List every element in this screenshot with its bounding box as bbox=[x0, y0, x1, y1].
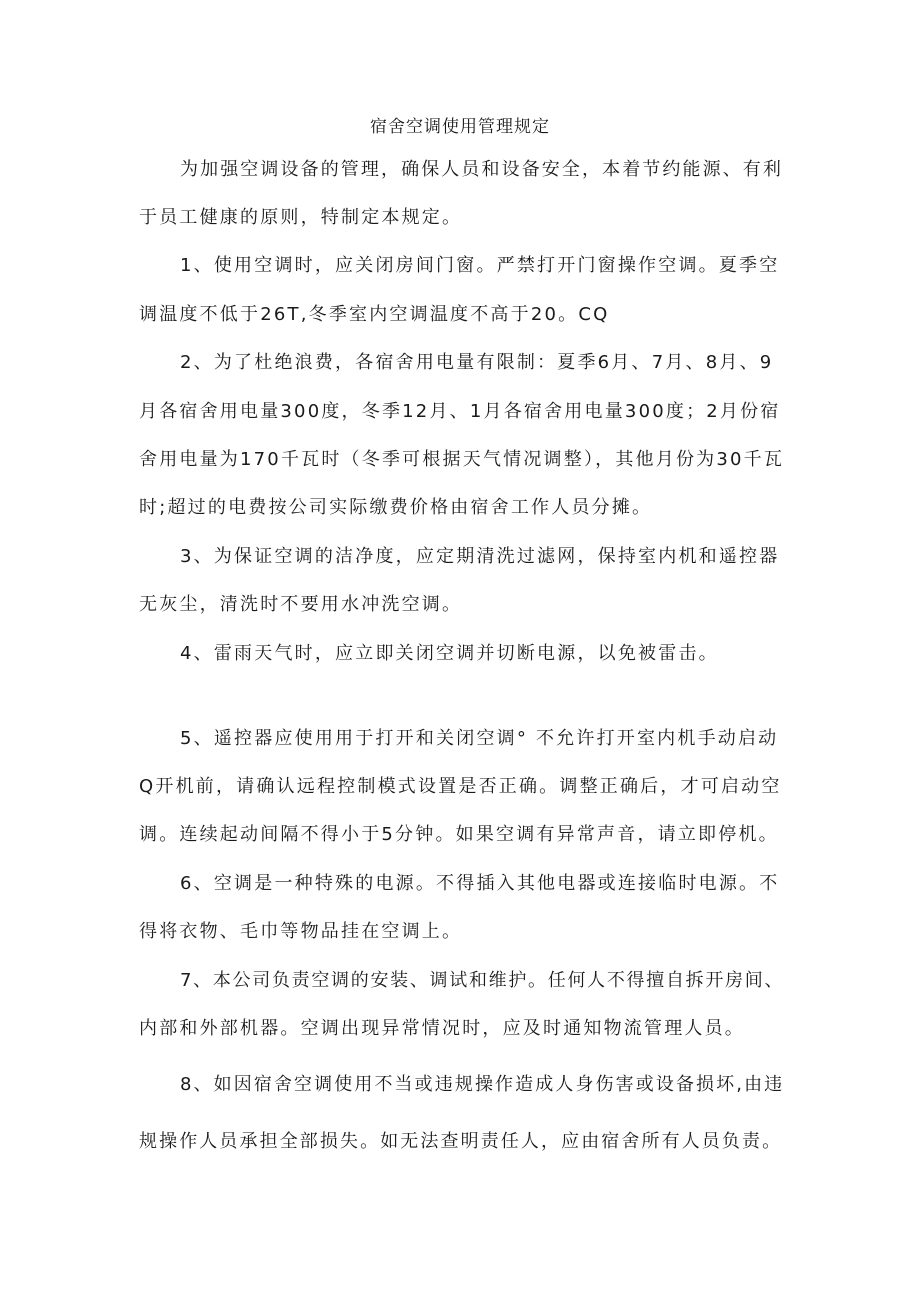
rule-4-line-1: 4、雷雨天气时，应立即关闭空调并切断电源，以免被雷击。 bbox=[180, 643, 719, 664]
rule-5-line-2: Q开机前，请确认远程控制模式设置是否正确。调整正确后，才可启动空 bbox=[139, 776, 782, 797]
rule-2-line-1: 2、为了杜绝浪费，各宿舍用电量有限制：夏季6月、7月、8月、9 bbox=[180, 352, 774, 373]
paragraph-intro-line-1: 为加强空调设备的管理，确保人员和设备安全，本着节约能源、有利 bbox=[180, 159, 783, 180]
rule-2-line-3: 舍用电量为170千瓦时（冬季可根据天气情况调整），其他月份为30千瓦 bbox=[139, 449, 785, 470]
paragraph-intro-line-2: 于员工健康的原则，特制定本规定。 bbox=[139, 207, 463, 228]
document-title: 宿舍空调使用管理规定 bbox=[370, 117, 550, 137]
rule-5-line-1: 5、遥控器应使用用于打开和关闭空调° 不允许打开室内机手动启动 bbox=[180, 728, 779, 749]
rule-7-line-1: 7、本公司负责空调的安装、调试和维护。任何人不得擅自拆开房间、 bbox=[180, 970, 785, 991]
rule-3-line-2: 无灰尘，清洗时不要用水冲洗空调。 bbox=[139, 594, 463, 615]
rule-7-line-2: 内部和外部机器。空调出现异常情况时，应及时通知物流管理人员。 bbox=[139, 1018, 745, 1039]
rule-2-line-2: 月各宿舍用电量300度，冬季12月、1月各宿舍用电量300度；2月份宿 bbox=[139, 401, 781, 422]
rule-2-line-4: 时;超过的电费按公司实际缴费价格由宿舍工作人员分摊。 bbox=[139, 497, 653, 518]
rule-6-line-1: 6、空调是一种特殊的电源。不得插入其他电器或连接临时电源。不 bbox=[180, 873, 780, 894]
rule-1-line-2: 调温度不低于26T,冬季室内空调温度不高于20。CQ bbox=[139, 304, 610, 325]
rule-1-line-1: 1、使用空调时，应关闭房间门窗。严禁打开门窗操作空调。夏季空 bbox=[180, 255, 780, 276]
rule-5-line-3: 调。连续起动间隔不得小于5分钟。如果空调有异常声音，请立即停机。 bbox=[139, 824, 779, 845]
rule-8-line-1: 8、如因宿舍空调使用不当或违规操作造成人身伤害或设备损坏,由违 bbox=[180, 1074, 785, 1095]
rule-8-line-2: 规操作人员承担全部损失。如无法查明责任人，应由宿舍所有人员负责。 bbox=[139, 1131, 783, 1152]
rule-3-line-1: 3、为保证空调的洁净度，应定期清洗过滤网，保持室内机和遥控器 bbox=[180, 546, 780, 567]
rule-6-line-2: 得将衣物、毛巾等物品挂在空调上。 bbox=[139, 921, 463, 942]
